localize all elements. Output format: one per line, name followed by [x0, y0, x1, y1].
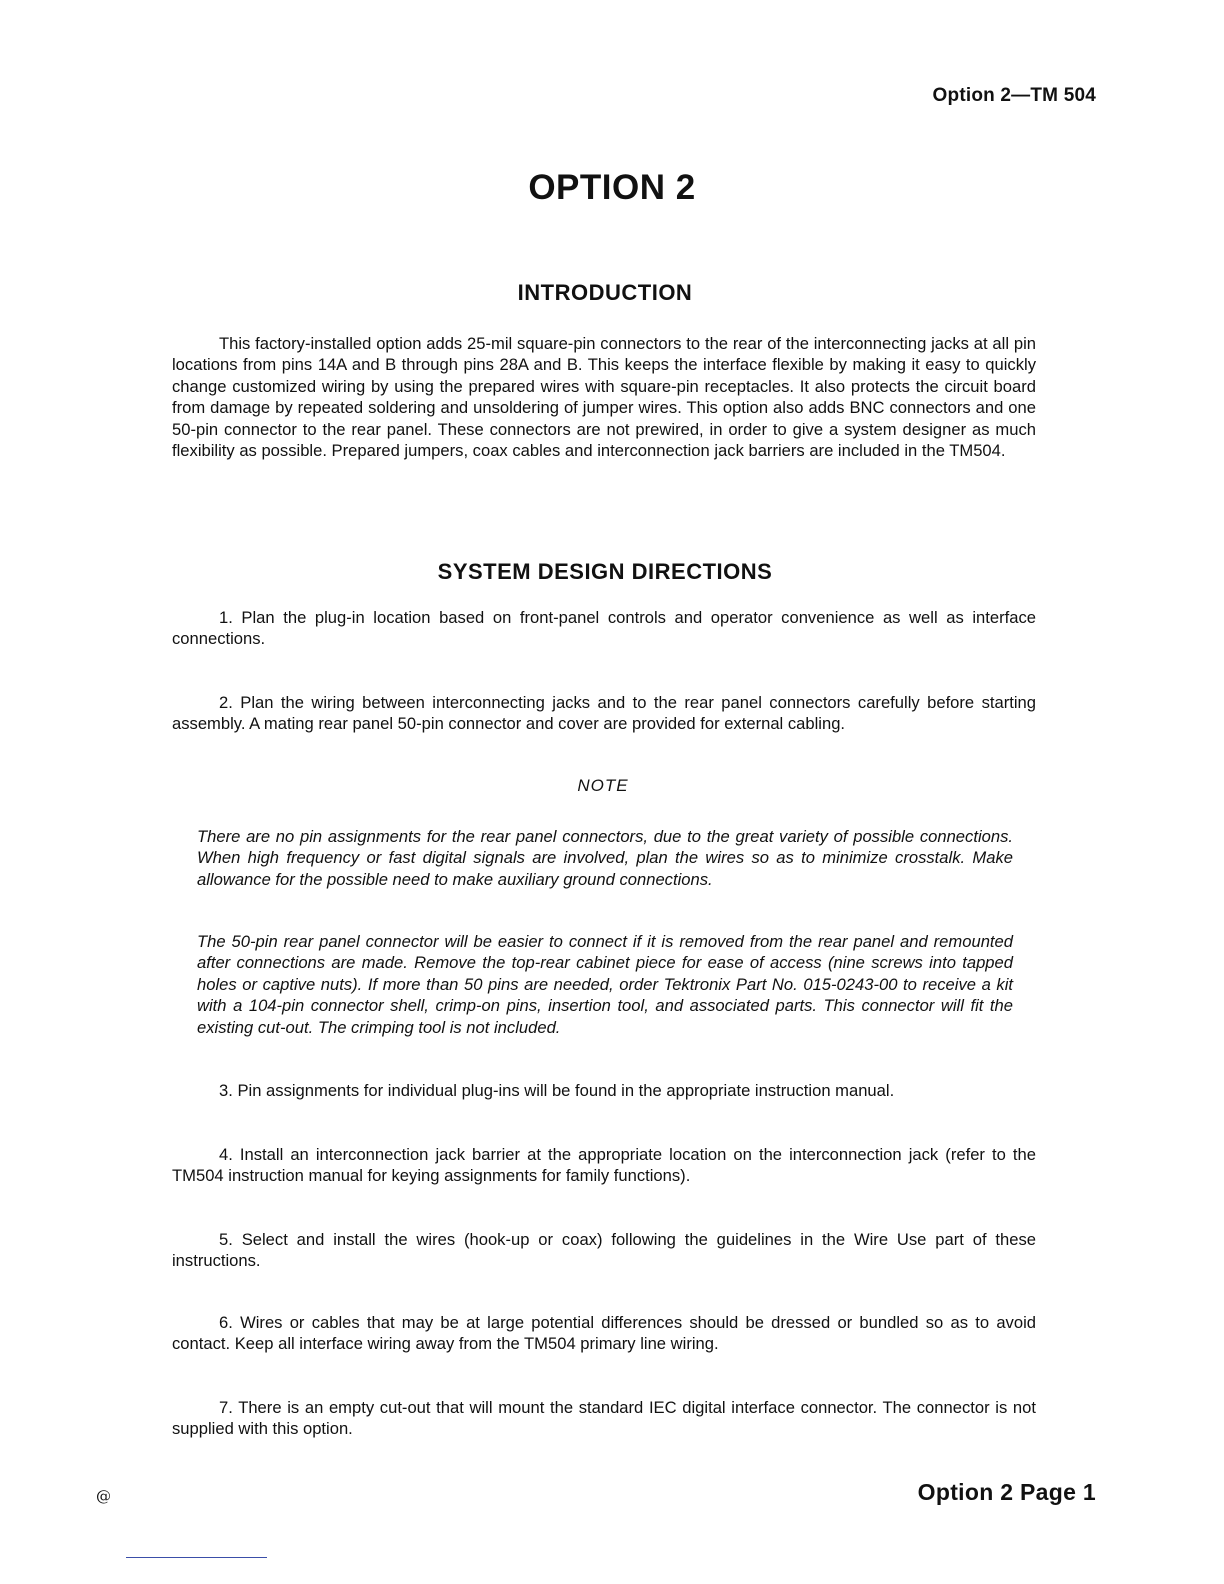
running-head: Option 2—TM 504	[932, 85, 1096, 106]
note-label: NOTE	[577, 776, 629, 795]
system-design-heading: SYSTEM DESIGN DIRECTIONS	[437, 559, 773, 584]
introduction-paragraph: This factory-installed option adds 25-mil square-pin connectors to the rear of the interconnecting jacks at all pin locations from pins 14A and B through pins 28A and B. This keeps the interface flexible by making it easy to quickly change customized wiring by using the prepared wires with square-pin receptacles. It also protects the circuit board from damage by repeated soldering and unsoldering of jumper wires. This option also adds BNC connectors and one 50-pin connector to the rear panel. These connectors are not prewired, in order to give a system designer as much flexibility as possible. Prepared jumpers, coax cables and interconnection jack barriers are included in the TM504.	[172, 334, 1036, 461]
step-6: 6. Wires or cables that may be at large potential differences should be dressed or bundled so as to avoid contact. Keep all interface wiring away from the TM504 primary line wiring.	[172, 1313, 1036, 1354]
page-number: Option 2 Page 1	[917, 1479, 1096, 1505]
note-paragraph-1: There are no pin assignments for the rear panel connectors, due to the great variety of possible connections. When high frequency or fast digital signals are involved, plan the wires so as to minimize crosstalk. Make allowance for the possible need to make auxiliary ground connections.	[197, 827, 1013, 889]
step-5: 5. Select and install the wires (hook-up or coax) following the guidelines in the Wire Use part of these instructions.	[172, 1230, 1036, 1271]
footer-rule	[126, 1557, 267, 1558]
footer-mark: @	[96, 1487, 111, 1505]
step-4: 4. Install an interconnection jack barrier at the appropriate location on the interconnection jack (refer to the TM504 instruction manual for keying assignments for family functions).	[172, 1145, 1036, 1186]
step-1: 1. Plan the plug-in location based on front-panel controls and operator convenience as well as interface connections.	[172, 608, 1036, 649]
step-3: 3. Pin assignments for individual plug-ins will be found in the appropriate instruction manual.	[219, 1081, 895, 1100]
step-2: 2. Plan the wiring between interconnecting jacks and to the rear panel connectors carefully before starting assembly. A mating rear panel 50-pin connector and cover are provided for external cabling.	[172, 693, 1036, 734]
introduction-heading: INTRODUCTION	[517, 280, 693, 305]
page-title: OPTION 2	[528, 168, 696, 207]
step-7: 7. There is an empty cut-out that will mount the standard IEC digital interface connector. The connector is not supplied with this option.	[172, 1398, 1036, 1439]
note-paragraph-2: The 50-pin rear panel connector will be easier to connect if it is removed from the rear panel and remounted after connections are made. Remove the top-rear cabinet piece for ease of access (nine screws into tapped holes or captive nuts). If more than 50 pins are needed, order Tektronix Part No. 015-0243-00 to receive a kit with a 104-pin connector shell, crimp-on pins, insertion tool, and associated parts. This connector will fit the existing cut-out. The crimping tool is not included.	[197, 932, 1013, 1037]
